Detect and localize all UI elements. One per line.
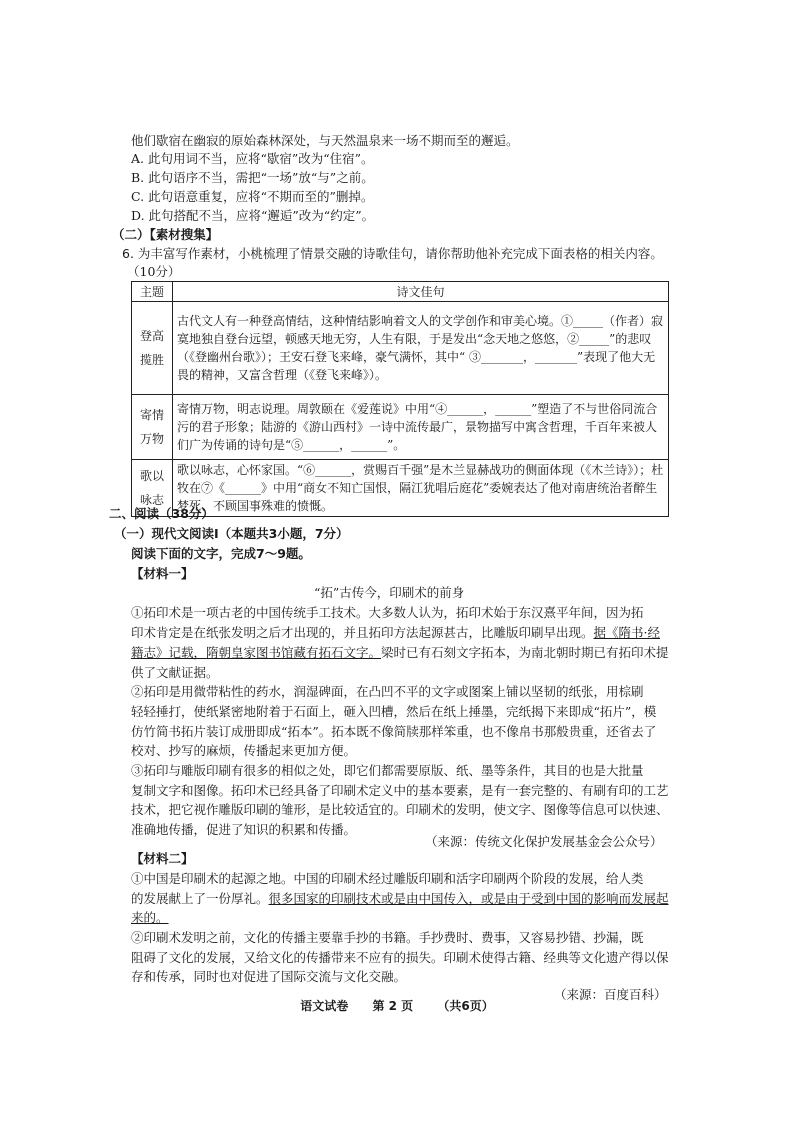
m1-p1-line: 供了文献证据。 [131, 665, 219, 680]
footer-total-pages: （共6页） [437, 999, 494, 1013]
material1-label: 【材料一】 [131, 566, 194, 581]
subsection-modern-reading: （一）现代文阅读Ⅰ（本题共3小题，7分） [114, 526, 349, 541]
table-row [132, 395, 669, 460]
m1-p2-line: ②拓印是用微带粘性的药水，润湿碑面，在凸凹不平的文字或图案上铺以坚韧的纸张，用棕刷 [131, 684, 644, 699]
topic-cell [132, 395, 173, 460]
topic-line: 万物 [139, 432, 164, 446]
content-cell: 歌以咏志，心怀家国。“⑥______，赏赐百千强”是木兰显赫战功的侧面体现（《木兰诗》）；杜牧在⑦《______》中用“商女不知亡国恨，隔江犹唱后庭花”委婉表达了他对南唐统治者醉生梦死、不顾国事殊难的愤慨。 [173, 460, 669, 517]
material2-source: （来源：百度百科） [554, 987, 667, 1002]
page-footer [0, 997, 794, 1014]
m2-p2-line: 阻碍了文化的发展，又给文化的传播带来不应有的损失。印刷术使得古籍、经典等文化遗产得以保 [131, 950, 669, 965]
header-topic: 主题 [132, 282, 173, 302]
q5-option-a: A. 此句用词不当，应将“歇宿”改为“住宿”。 [131, 151, 374, 166]
q5-option-d: D. 此句搭配不当，应将“邂逅”改为“约定”。 [131, 208, 375, 223]
reading-instruction: 阅读下面的文字，完成7～9题。 [131, 546, 311, 561]
content-cell: 寄情万物，明志说理。周敦颐在《爱莲说》中用“④______，______”塑造了不与世俗同流合污的君子形象；陆游的《游山西村》一诗中流传最广，景物描写中寓含哲理，千百年来被人们广为传诵的诗句是“⑤______，______”。 [173, 395, 669, 460]
part2-title: 二、阅读（38分） [109, 506, 214, 521]
m1-p1-text: 印术肯定是在纸张发明之后才出现的，并且拓印方法起源甚古，比雕版印刷早出现。 [131, 625, 594, 640]
m1-p2-line: 轻轻捶打，使纸紧密地附着于石面上，砸入凹槽，然后在纸上捶墨，完纸揭下来即成“拓片”，模 [131, 704, 657, 719]
table-row [132, 302, 669, 395]
m2-p1-text: 的发展献上了一份厚礼。 [131, 891, 269, 906]
topic-line: 歌以 [139, 469, 164, 483]
topic-line: 寄情 [139, 408, 164, 422]
m2-p1-line: ①中国是印刷术的起源之地。中国的印刷术经过雕版印刷和活字印刷两个阶段的发展，给人类 [131, 871, 644, 886]
poetry-table [131, 281, 669, 517]
m2-p1-underlined: 很多国家的印刷技术或是由中国传入，或是由于受到中国的影响而发展起 [268, 891, 669, 906]
m2-p1-line [131, 910, 169, 926]
m2-p1-line [131, 891, 669, 907]
q5-option-c: C. 此句语意重复，应将“不期而至的”删掉。 [131, 189, 374, 204]
material1-source: （来源：传统文化保护发展基金会公众号） [425, 834, 663, 849]
q6-stem: 6. 为丰富写作素材，小桃梳理了情景交融的诗歌佳句，请你帮助他补充完成下面表格的相关内容。 [122, 246, 663, 261]
section-material-collection: （二）【素材搜集】 [112, 227, 219, 242]
topic-line: 登高 [139, 329, 164, 343]
m1-p1-underlined: 据《隋书·经 [593, 625, 660, 640]
m2-p2-line: ②印刷术发明之前，文化的传播主要靠手抄的书籍。手抄费时、费事，又容易抄错、抄漏，既 [131, 930, 644, 945]
content-cell: 古代文人有一种登高情结，这种情结影响着文人的文学创作和审美心境。①_____（作者）寂寞地独自登台远望，顿感天地无穷，人生有限，于是发出“念天地之悠悠，②_____”的悲叹（《登幽州台歌》）；王安石登飞来峰，豪气满怀，其中“ ③_______，_______”表现了他大无畏的精神，又富含哲理（《登飞来峰》）。 [173, 302, 669, 395]
material2-label: 【材料二】 [131, 851, 194, 866]
m1-p2-line: 仿竹简书拓片装订成册即成“拓本”。拓本既不像简牍那样笨重，也不像帛书那般贵重，还省去了 [131, 724, 657, 739]
header-content: 诗文佳句 [173, 282, 669, 302]
footer-page-number: 第 2 页 [372, 999, 414, 1013]
q5-option-b: B. 此句语序不当，需把“一场”放“与”之前。 [131, 170, 374, 185]
material1-title: “拓”古传今，印刷术的前身 [314, 585, 465, 600]
m1-p1-line: ①拓印术是一项古老的中国传统手工技术。大多数人认为，拓印术始于东汉熹平年间，因为拓 [131, 605, 644, 620]
footer-subject: 语文试卷 [300, 999, 349, 1013]
topic-cell [132, 302, 173, 395]
m1-p3-line: 复制文字和图像。拓印术已经具备了印刷术定义中的基本要素，是有一套完整的、有刷有印的工艺 [131, 783, 669, 798]
topic-line: 揽胜 [139, 353, 164, 367]
m1-p3-line: 技术，把它视作雕版印刷的雏形，是比较适宜的。印刷术的发明，使文字、图像等信息可以快速、 [131, 802, 669, 817]
table-header-row [132, 282, 669, 302]
m1-p1-line [131, 625, 660, 641]
q6-score: （10分） [127, 264, 181, 279]
m1-p3-line: ③拓印与雕版印刷有很多的相似之处，即它们都需要原版、纸、墨等条件，其目的也是大批量 [131, 763, 644, 778]
topic-line: 咏志 [139, 493, 164, 507]
m2-p1-underlined: 来的。 [131, 910, 169, 925]
m2-p2-line: 存和传承，同时也对促进了国际交流与文化交融。 [131, 969, 407, 984]
m1-p1-text: 梁时已有石刻文字拓本，为南北朝时期已有拓印术提 [381, 645, 669, 660]
m1-p1-line [131, 645, 669, 661]
m1-p2-line: 校对、抄写的麻烦，传播起来更加方便。 [131, 743, 357, 758]
m1-p3-line: 准确地传播，促进了知识的积累和传播。 [131, 822, 357, 837]
q5-sentence: 他们歇宿在幽寂的原始森林深处，与天然温泉来一场不期而至的邂逅。 [131, 133, 519, 148]
m1-p1-underlined: 籍志》记载，隋朝皇家图书馆藏有拓石文字。 [131, 645, 382, 660]
